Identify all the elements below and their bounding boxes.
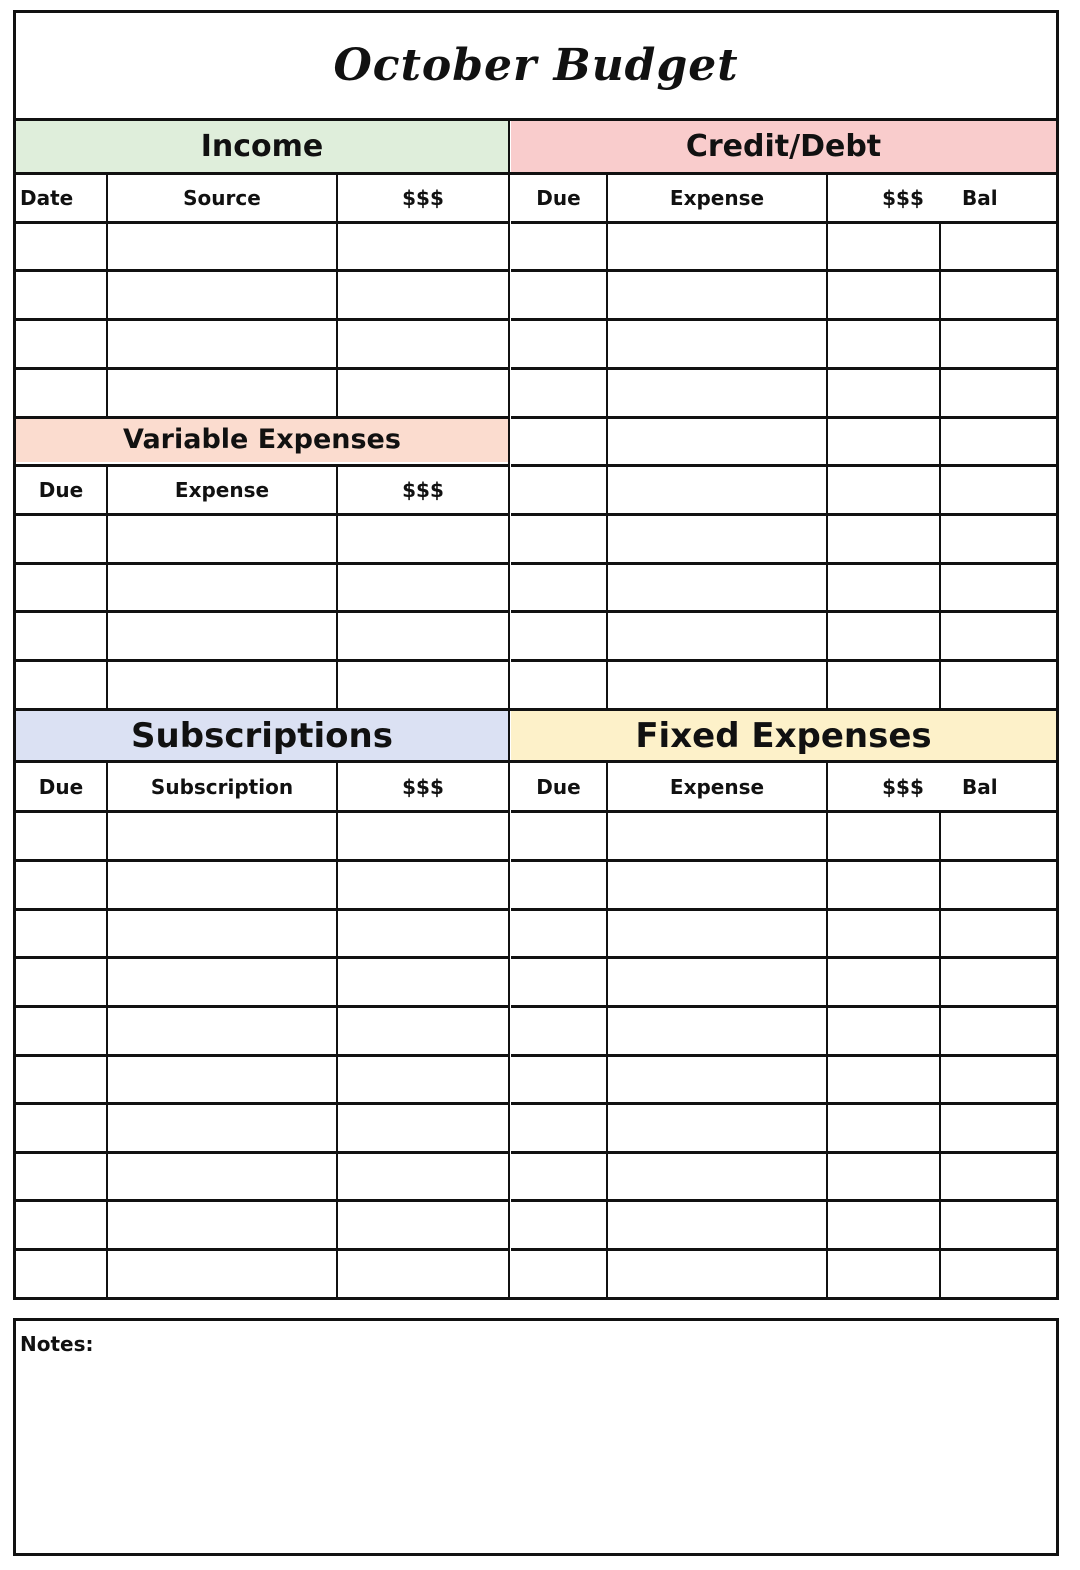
right-row-line (511, 318, 1056, 321)
credit-debt-heading-label: Credit/Debt (685, 129, 882, 164)
subscriptions-col-due: Due (38, 775, 84, 799)
fixed-col-line (606, 760, 608, 1300)
credit-col-balance: Bal (962, 186, 998, 210)
subscriptions-col-name: Subscription (150, 775, 294, 799)
right-row-line (511, 513, 1056, 516)
page-title: October Budget (333, 40, 739, 91)
income-col-source: Source (183, 186, 261, 210)
bottom-right-row-line (511, 1248, 1056, 1251)
bottom-right-row-line (511, 1054, 1056, 1057)
bottom-right-row-line (511, 1102, 1056, 1105)
fixed-col-expense: Expense (669, 775, 765, 799)
bottom-right-row-line (511, 859, 1056, 862)
right-row-line (511, 464, 1056, 467)
right-row-line (511, 416, 1056, 419)
left-row-line (16, 221, 508, 224)
fixed-col-balance: Bal (962, 775, 998, 799)
right-row-line (511, 221, 1056, 224)
left-row-line (16, 464, 508, 467)
bottom-right-row-line (511, 908, 1056, 911)
bottom-left-row-line (16, 859, 508, 862)
fixed-col-amount: $$$ (882, 775, 924, 799)
bottom-left-row-line (16, 1151, 508, 1154)
income-heading-label: Income (200, 129, 324, 164)
income-col-line (106, 172, 108, 416)
subscriptions-col-line (106, 760, 108, 1300)
variable-col-line (106, 464, 108, 708)
credit-debt-heading (511, 121, 1056, 172)
income-col-date: Date (20, 186, 74, 210)
left-row-line (16, 562, 508, 565)
income-heading (16, 121, 508, 172)
subscriptions-heading-label: Subscriptions (131, 715, 393, 756)
variable-col-line (336, 464, 338, 708)
credit-col-due: Due (536, 186, 581, 210)
subscriptions-heading (16, 711, 508, 760)
bottom-right-row-line (511, 810, 1056, 813)
right-row-line (511, 659, 1056, 662)
left-row-line (16, 416, 508, 419)
section-divider (13, 708, 1059, 711)
center-divider (508, 118, 510, 1300)
bottom-right-row-line (511, 1005, 1056, 1008)
left-row-line (16, 513, 508, 516)
variable-col-amount: $$$ (402, 478, 444, 502)
left-row-line (16, 610, 508, 613)
bottom-left-row-line (16, 1005, 508, 1008)
right-row-line (511, 367, 1056, 370)
bottom-right-row-line (511, 956, 1056, 959)
bottom-left-row-line (16, 1199, 508, 1202)
band-divider (13, 172, 1059, 175)
bottom-left-row-line (16, 908, 508, 911)
subscriptions-col-line (336, 760, 338, 1300)
credit-col-line (826, 172, 828, 708)
left-row-line (16, 269, 508, 272)
bottom-left-row-line (16, 1054, 508, 1057)
fixed-expenses-heading (511, 711, 1056, 760)
fixed-expenses-heading-label: Fixed Expenses (635, 715, 932, 756)
left-row-line (16, 367, 508, 370)
bottom-left-row-line (16, 1102, 508, 1105)
bottom-right-row-line (511, 1151, 1056, 1154)
right-row-line (511, 562, 1056, 565)
variable-expenses-heading (16, 416, 508, 462)
band-divider (13, 760, 1059, 763)
fixed-col-line (939, 810, 941, 1300)
credit-col-line (939, 221, 941, 708)
bottom-left-row-line (16, 1248, 508, 1251)
credit-col-amount: $$$ (882, 186, 924, 210)
right-row-line (511, 269, 1056, 272)
bottom-left-row-line (16, 956, 508, 959)
income-col-amount: $$$ (402, 186, 444, 210)
income-col-line (336, 172, 338, 416)
left-row-line (16, 659, 508, 662)
subscriptions-col-amount: $$$ (402, 775, 444, 799)
credit-col-expense: Expense (669, 186, 765, 210)
variable-col-expense: Expense (174, 478, 270, 502)
title-divider (13, 118, 1059, 121)
fixed-col-due: Due (536, 775, 581, 799)
bottom-right-row-line (511, 1199, 1056, 1202)
notes-label: Notes: (20, 1332, 94, 1356)
variable-col-due: Due (38, 478, 84, 502)
fixed-col-line (826, 760, 828, 1300)
notes-box[interactable] (13, 1318, 1059, 1556)
bottom-left-row-line (16, 810, 508, 813)
left-row-line (16, 318, 508, 321)
credit-col-line (606, 172, 608, 708)
variable-expenses-heading-label: Variable Expenses (123, 423, 401, 455)
right-row-line (511, 610, 1056, 613)
